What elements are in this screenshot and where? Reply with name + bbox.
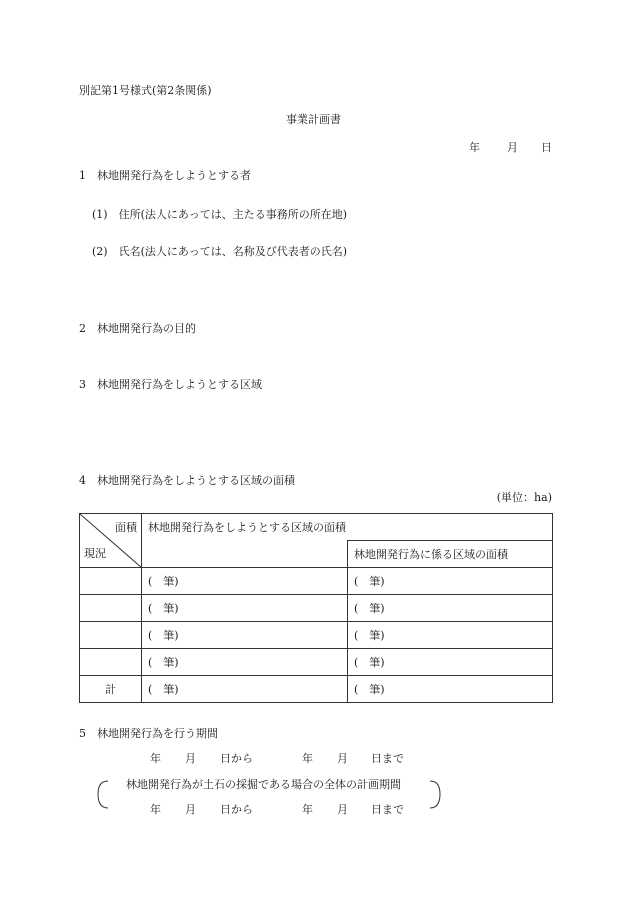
date-year-label: 年 (469, 141, 480, 154)
table-total-related-area[interactable]: ( 筆) (348, 676, 553, 703)
right-bracket (428, 780, 442, 810)
table-cell-related-area[interactable]: ( 筆) (348, 622, 553, 649)
table-row (80, 595, 553, 622)
section-1-item-address: (1) 住所(法人にあっては、主たる事務所の所在地) (92, 208, 348, 221)
page-title: 事業計画書 (286, 113, 341, 126)
quarry-from-month: 月 (185, 803, 196, 816)
table-cell-related-area[interactable]: ( 筆) (348, 568, 553, 595)
table-total-label: 計 (80, 676, 142, 703)
date-day-label: 日 (541, 141, 552, 154)
form-id: 別記第1号様式(第2条関係) (79, 84, 212, 97)
section-5-heading: 5 林地開発行為を行う期間 (79, 727, 218, 740)
quarry-to-day: 日まで (371, 803, 404, 816)
corner-label-area: 面積 (115, 521, 137, 534)
table-cell-area[interactable]: ( 筆) (142, 649, 348, 676)
quarry-to-month: 月 (337, 803, 348, 816)
date-month-label: 月 (507, 141, 518, 154)
table-cell-area[interactable]: ( 筆) (142, 595, 348, 622)
period-to-year: 年 (302, 752, 313, 765)
section-4-heading: 4 林地開発行為をしようとする区域の面積 (79, 474, 295, 487)
table-subheader: 林地開発行為に係る区域の面積 (348, 541, 553, 568)
table-cell-status[interactable] (80, 595, 142, 622)
table-header-area: 林地開発行為をしようとする区域の面積 (142, 514, 553, 541)
period-to-day: 日まで (371, 752, 404, 765)
unit-label: (単位：ha) (496, 491, 552, 504)
table-cell-area[interactable]: ( 筆) (142, 568, 348, 595)
quarry-from-day: 日から (220, 803, 253, 816)
table-header-blank (142, 541, 348, 568)
period-from-year: 年 (150, 752, 161, 765)
table-corner-cell (80, 514, 142, 568)
table-row (80, 649, 553, 676)
table-total-row (80, 676, 553, 703)
table-cell-related-area[interactable]: ( 筆) (348, 649, 553, 676)
area-table (79, 513, 553, 703)
section-1-item-name: (2) 氏名(法人にあっては、名称及び代表者の氏名) (92, 245, 348, 258)
quarry-from-year: 年 (150, 803, 161, 816)
table-cell-status[interactable] (80, 568, 142, 595)
quarry-to-year: 年 (302, 803, 313, 816)
section-3-heading: 3 林地開発行為をしようとする区域 (79, 378, 262, 391)
period-from-month: 月 (185, 752, 196, 765)
table-cell-area[interactable]: ( 筆) (142, 622, 348, 649)
table-cell-status[interactable] (80, 649, 142, 676)
section-1-heading: 1 林地開発行為をしようとする者 (79, 169, 251, 182)
quarry-period-note: 林地開発行為が土石の採掘である場合の全体の計画期間 (126, 778, 401, 791)
left-bracket (96, 780, 110, 810)
table-cell-related-area[interactable]: ( 筆) (348, 595, 553, 622)
table-row (80, 622, 553, 649)
period-to-month: 月 (337, 752, 348, 765)
corner-label-status: 現況 (84, 547, 106, 560)
period-from-day: 日から (220, 752, 253, 765)
table-row (80, 568, 553, 595)
table-total-area[interactable]: ( 筆) (142, 676, 348, 703)
section-2-heading: 2 林地開発行為の目的 (79, 322, 196, 335)
table-cell-status[interactable] (80, 622, 142, 649)
